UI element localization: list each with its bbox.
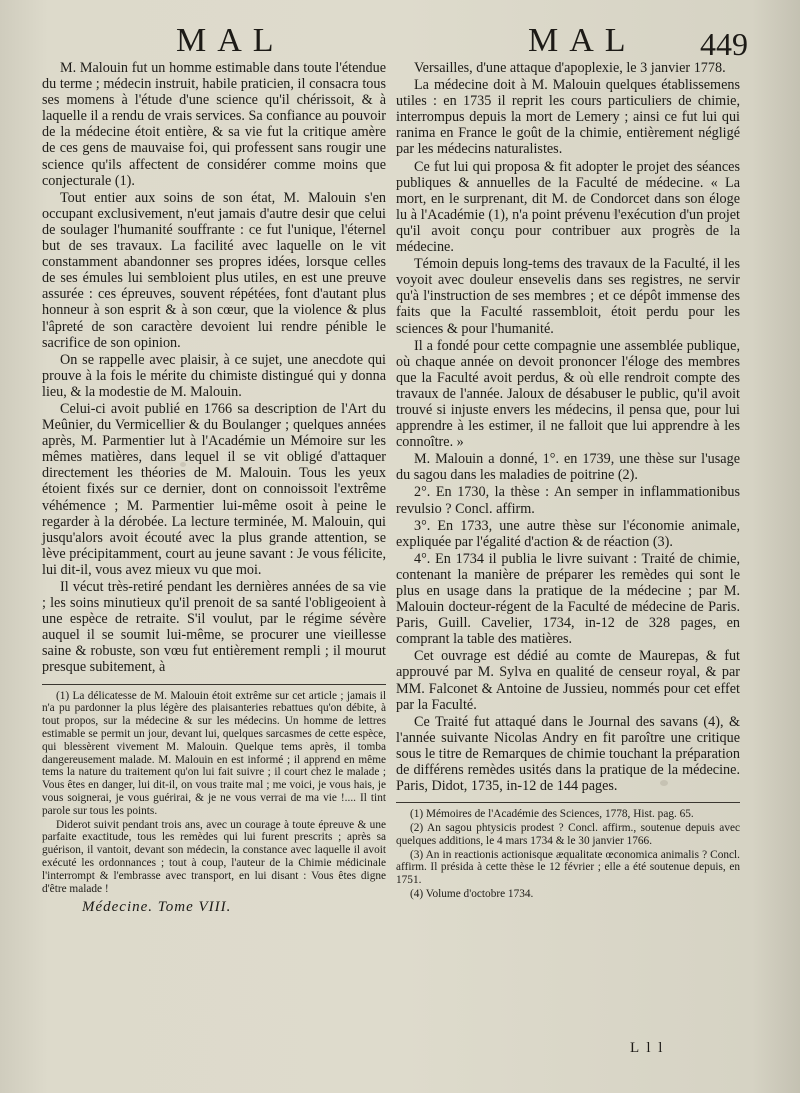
paragraph: Tout entier aux soins de son état, M. Malouin s'en occupant exclusivement, n'eut jamais d'autre desir que celui de soulager l'humanité souffrante : ce fut l'unique, l'éternel but de ses travaux. La facilité avec laquelle on le vit constamment abandonner ses propres idées, lorsque celles de ses émules lui sembloient plus utiles, en est une preuve assurée : ces épreuves, souvent répétées, font d'autant plus honneur à son esprit & à son cœur, que la violence & plus l'âpreté de son caractère devoient lui rendre pénible le sacrifice de son opinion.: [42, 189, 386, 351]
footnote: (1) Mémoires de l'Académie des Sciences, 1778, Hist. pag. 65.: [410, 808, 694, 821]
paragraph: 2°. En 1730, la thèse : An semper in inflammationibus revulsio ? Concl. affirm.: [396, 484, 740, 517]
footnote: (2) An sagou phtysicis prodest ? Concl. affirm., soutenue depuis avec quelques additions, le 4 mars 1734 & le 30 janvier 1766.: [396, 822, 740, 847]
paragraph: Témoin depuis long-tems des travaux de la Faculté, il les voyoit avec douleur ensevelis dans ses registres, ne servir qu'à l'instruction de ses membres ; et ce dépôt immense des faits que la Faculté rassembloit, étoit perdu pour les sciences & pour l'humanité.: [396, 256, 740, 337]
paper-stain: [612, 210, 621, 217]
page-header: [0, 18, 800, 66]
footnote-divider: [42, 684, 386, 685]
footnote: (3) An in reactionis actionisque æqualitate œconomica animalis ? Concl. affirm. Il présida à cette thèse le 12 février ; elle a été soutenue depuis, en 1751.: [396, 848, 740, 887]
signature-mark: Médecine. Tome VIII.: [82, 899, 232, 916]
footnote: Diderot suivit pendant trois ans, avec un courage à toute épreuve & une parfaite exactitude, tous les remèdes qui lui furent prescrits ; après sa guérison, il vantoit, devant son médecin, la constance avec laquelle il avoit exécuté les ordonnances ; tout à coup, l'auteur de la Chimie médicinale l'interrompt & l'embrasse avec transport, en lui disant : Vous êtes digne d'être malade !: [42, 818, 386, 895]
left-column: [42, 60, 386, 915]
paragraph: Il vécut très-retiré pendant les dernières années de sa vie ; les soins minutieux qu'il prenoit de sa santé l'obligeoient à une espèce de retraite. S'il voulut, par le régime sévère auquel il se soumit lui-même, se procurer une vieillesse saine & robuste, son vœu fut entièrement rempli ; il mourut presque subitement, à: [42, 579, 386, 676]
paragraph: 3°. En 1733, une autre thèse sur l'économie animale, expliquée par l'égalité d'action & de réaction (3).: [396, 517, 740, 550]
paragraph: Versailles, d'une attaque d'apoplexie, le 3 janvier 1778.: [414, 60, 726, 76]
paragraph: Cet ouvrage est dédié au comte de Maurepas, & fut approuvé par M. Sylva en qualité de censeur royal, & par MM. Falconet & Antoine de Jussieu, nommés pour cet effet par la Faculté.: [396, 648, 740, 713]
footnote: (4) Volume d'octobre 1734.: [410, 888, 534, 900]
paragraph: 4°. En 1734 il publia le livre suivant : Traité de chimie, contenant la manière de préparer les remèdes qui sont le plus en usage dans la pratique de la médecine ; par M. Malouin docteur-régent de la Faculté de médecine de Paris. Paris, Guill. Cavelier, 1734, in-12 de 328 pages, en comprant la table des matières.: [396, 550, 740, 648]
right-running-head: MAL: [528, 22, 637, 59]
catchword: L l l: [630, 1040, 665, 1056]
paragraph: M. Malouin a donné, 1°. en 1739, une thèse sur l'usage du sagou dans les maladies de poitrine (2).: [396, 451, 740, 484]
paragraph: Il a fondé pour cette compagnie une assemblée publique, où chaque année on devoit prononcer l'éloge des membres que la Faculté avoit perdus, & où elle rendroit compte des travaux de l'année. Jaloux de désabuser le public, qu'il avoit trouvé si injuste envers les médecins, il pensa que, pour lui apprendre à les estimer, il ne falloit que lui apprendre à les connoître. »: [396, 337, 740, 451]
paper-stain: [180, 462, 186, 467]
paragraph: On se rappelle avec plaisir, à ce sujet, une anecdote qui prouve à la fois le mérite du chimiste distingué qui y donna lieu, & la modestie de M. Malouin.: [42, 351, 386, 400]
paragraph: La médecine doit à M. Malouin quelques établissemens utiles : en 1735 il reprit les cours particuliers de chimie, interrompus depuis la mort de Lemery ; ainsi ce fut lui qui ranima en France le goût de la chimie, entièrement négligé par les médecins naturalistes.: [396, 77, 740, 158]
paragraph: Ce Traité fut attaqué dans le Journal des savans (4), & l'année suivante Nicolas Andry en fit paroître une critique sous le titre de Remarques de chimie touchant la préparation de différens remèdes usités dans la pratique de la médecine. Paris, Didot, 1735, in-12 de 144 pages.: [396, 713, 740, 795]
paragraph: M. Malouin fut un homme estimable dans toute l'étendue du terme ; médecin instruit, habile praticien, il consacra tous ses momens à l'étude d'une science qu'il chérissoit, & à laquelle il a rendu de vrais services. Sa confiance au pouvoir de la médecine étoit entière, & sa vie fut la critique amère de ces gens de mauvaise foi, qui professent sans rougir une science qu'ils affectent de considérer comme moins que conjecturale (1).: [42, 60, 386, 189]
paper-stain: [660, 780, 668, 786]
right-column: [396, 60, 740, 901]
left-running-head: MAL: [176, 22, 285, 59]
page-number: 449: [700, 26, 748, 62]
footnote-divider: [396, 802, 740, 803]
footnote: (1) La délicatesse de M. Malouin étoit extrême sur cet article ; jamais il n'a pu pardonner la plus légère des plaisanteries rebattues qu'on débite, à tout propos, sur la médecine & sur les médecins. Un homme de lettres estimable se permit un jour, devant lui, quelques sarcasmes de cette espèce, qui blessèrent vivement M. Malouin. Quelque tems après, il tomba dangereusement malade. M. Malouin en est informé ; il apprend en même tems la nature du traitement qu'on lui fait suivre ; il court chez le malade ; Vous êtes en danger, lui dit-il, on vous traite mal ; me voici, je vous hais, je vous soignerai, je vous guérirai, & je ne vous verrai de ma vie !.... Il tint parole sur tous les points.: [42, 689, 386, 817]
paragraph: Ce fut lui qui proposa & fit adopter le projet des séances publiques & annuelles de la Faculté de médecine. « La mort, en le surprenant, dit M. de Condorcet dans son éloge lu à l'Académie (1), n'a point prévenu l'exécution d'un projet qu'il avoit conçu pour contribuer aux progrès de la médecine.: [396, 158, 740, 256]
paragraph: Celui-ci avoit publié en 1766 sa description de l'Art du Meûnier, du Vermicellier & du Boulanger ; quelques années après, M. Parmentier lut à l'Académie un Mémoire sur les mêmes matières, dans lequel il se vit obligé d'attaquer directement les théories de M. Malouin. Tous les yeux étoient fixés sur ce dernier, dont on connoissoit l'extrême véhémence ; M. Parmentier lui-même osoit à peine le regarder à la dérobée. La lecture terminée, M. Malouin, qui jusqu'alors avoit écouté avec la plus grande attention, se lève précipitamment, court au jeune savant : Je vous félicite, lui dit-il, vous avez mieux vu que moi.: [42, 400, 386, 578]
